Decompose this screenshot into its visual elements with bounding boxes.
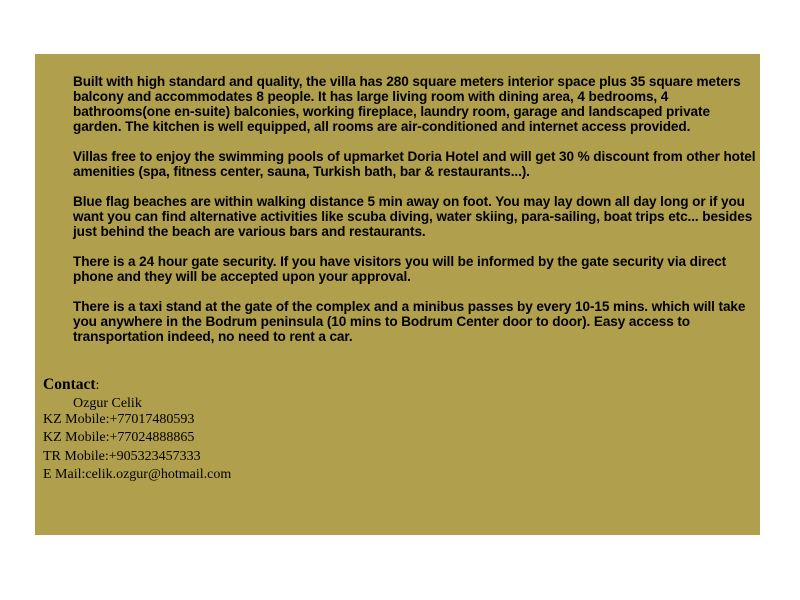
contact-colon: : [95, 378, 100, 393]
contact-tr-mobile: TR Mobile:+905323457333 [43, 448, 201, 464]
contact-kz-mobile-2: KZ Mobile:+77024888865 [43, 430, 195, 445]
paragraph-beaches: Blue flag beaches are within walking distance 5 min away on foot. You may lay down all day long or if you want you can find alternative activities like scuba diving, water skiing, para-sailing, boat trips etc... besides just behind the beach are various bars and restaurants. [73, 194, 753, 239]
contact-block [43, 376, 231, 485]
paragraph-hotel: Villas free to enjoy the swimming pools of upmarket Doria Hotel and will get 30 % discount from other hotel amenities (spa, fitness center, sauna, Turkish bath, bar & restaurants...). [73, 149, 756, 179]
contact-email: E Mail:celik.ozgur@hotmail.com [43, 467, 232, 482]
paragraph-transport: There is a taxi stand at the gate of the complex and a minibus passes by every 10-15 mins. which will take you anywhere in the Bodrum peninsula (10 mins to Bodrum Center door to door). Easy access to transportation indeed, no need to rent a car. [73, 299, 746, 344]
content-panel [35, 54, 760, 535]
contact-name: Ozgur Celik [73, 395, 142, 411]
contact-heading: Contact [43, 376, 96, 393]
description-text [73, 74, 758, 359]
paragraph-security: There is a 24 hour gate security. If you have visitors you will be informed by the gate security via direct phone and they will be accepted upon your approval. [73, 254, 727, 284]
contact-heading-line [43, 376, 231, 396]
paragraph-villa: Built with high standard and quality, the villa has 280 square meters interior space plus 35 square meters balcony and accommodates 8 people. It has large living room with dining area, 4 bedrooms, 4 bathrooms(one en-suite) balconies, working fireplace, laundry room, garage and landscaped private garden. The kitchen is well equipped, all rooms are air-conditioned and internet access provided. [73, 74, 741, 134]
contact-kz-mobile-1: KZ Mobile:+77017480593 [43, 411, 195, 427]
